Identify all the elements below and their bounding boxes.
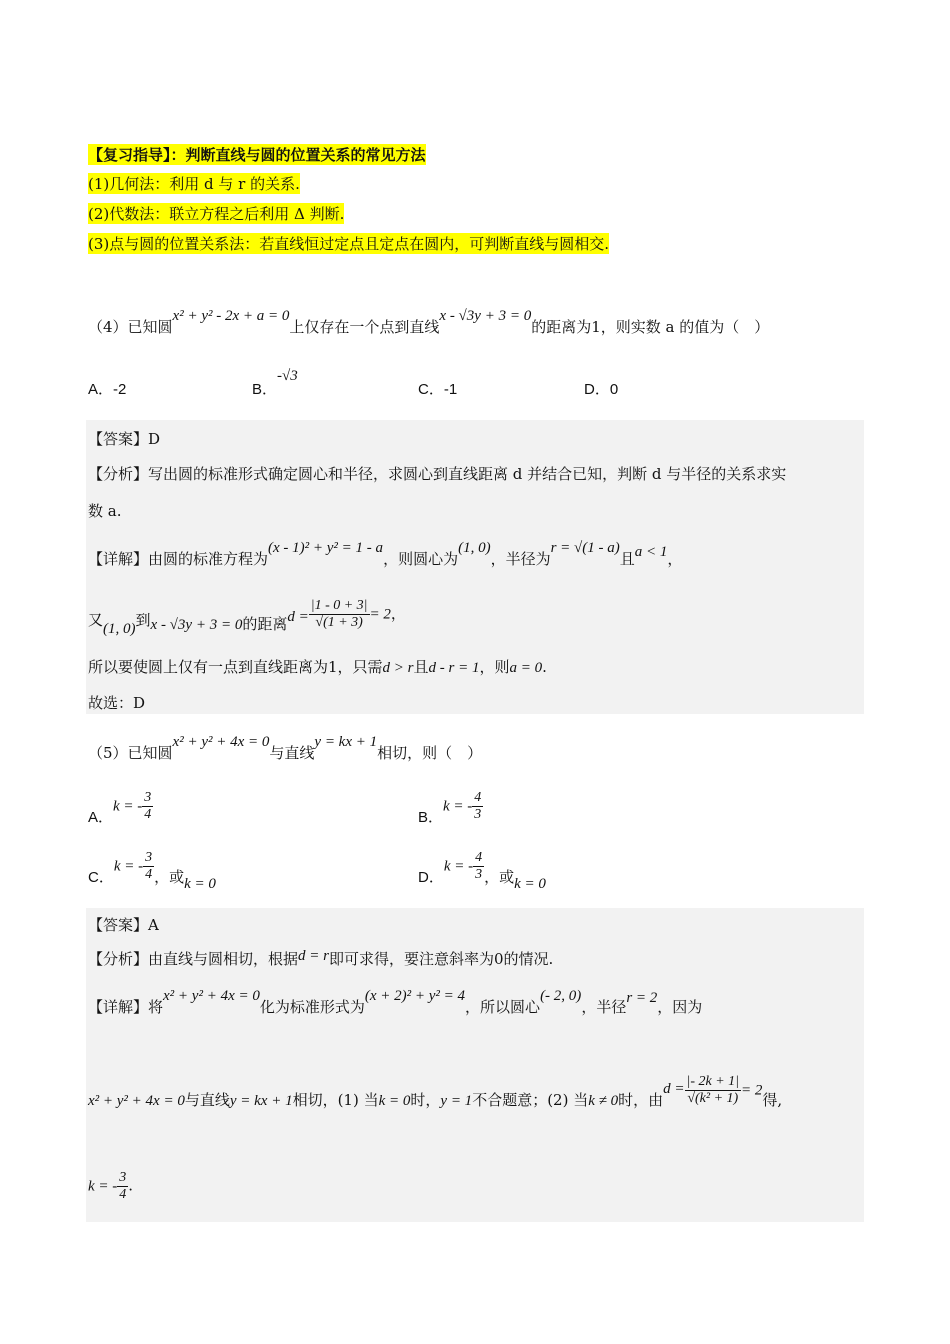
q5-option-b: B．k = - $\frac{4}{3}$ (418, 790, 482, 827)
q5-option-a: A．k = - $\frac{3}{4}$ (88, 790, 152, 827)
q5-detail-line-1: 【详解】将x² + y² + 4x = 0化为标准形式为(x + 2)² + y² = 4，所以圆心(- 2, 0)，半径r = 2，因为 (88, 988, 703, 1016)
q4-option-b: B．-√3 (252, 368, 298, 398)
q5-detail-line-3: k = - $\frac{3}{4}$ . (88, 1170, 134, 1202)
q4-answer: 【答案】D (88, 430, 161, 448)
q4-detail-line-3: 所以要使圆上仅有一点到直线距离为1，只需d > r且d - r = 1，则a = 0. (88, 658, 547, 676)
q4-analysis-2: 数 a. (88, 502, 122, 520)
q4-option-a: A．-2 (88, 381, 127, 398)
q5-detail-line-2: x² + y² + 4x = 0与直线y = kx + 1相切，(1) 当k = 0时，y = 1不合题意；(2) 当k ≠ 0时，由d = $\frac{|- 2k + 1|}{\text{√(k² + 1)}}$ = 2得, (88, 1074, 783, 1109)
q5-option-c: C．k = - $\frac{3}{4}$ ，或k = 0 (88, 850, 216, 893)
q4-detail-line-1: 【详解】由圆的标准方程为(x - 1)² + y² = 1 - a，则圆心为(1, 0)，半径为r = √(1 - a)且a < 1， (88, 540, 683, 568)
review-line-2: (2)代数法：联立方程之后利用 Δ 判断. (88, 205, 345, 223)
review-line-3: (3)点与圆的位置关系法：若直线恒过定点且定点在圆内，可判断直线与圆相交. (88, 235, 610, 253)
q4-choice: 故选：D (88, 694, 146, 712)
q4-option-d: D．0 (584, 381, 619, 398)
q5-distance-fraction: $\frac{|- 2k + 1|}{\text{√(k² + 1)}}$ (686, 1074, 740, 1106)
q4-detail-line-2: 又(1, 0)到x - √3y + 3 = 0的距离d = $\frac{|1 - 0 + 3|}{√(1 + 3)}$ = 2， (88, 598, 406, 637)
q5-stem: （5）已知圆x² + y² + 4x = 0与直线y = kx + 1相切，则（ ） (88, 734, 483, 762)
q5-answer: 【答案】A (88, 916, 159, 934)
review-line-1: (1)几何法：利用 d 与 r 的关系. (88, 175, 300, 193)
q5-analysis: 【分析】由直线与圆相切，根据d = r即可求得，要注意斜率为0的情况. (88, 948, 554, 968)
review-title: 【复习指导】：判断直线与圆的位置关系的常见方法 (88, 146, 426, 164)
q4-option-c: C．-1 (418, 381, 458, 398)
q4-distance-fraction: $\frac{|1 - 0 + 3|}{√(1 + 3)}$ (310, 598, 368, 630)
q4-analysis-1: 【分析】写出圆的标准形式确定圆心和半径，求圆心到直线距离 d 并结合已知，判断 d 与半径的关系求实 (88, 465, 787, 483)
q5-option-d: D．k = - $\frac{4}{3}$ ，或k = 0 (418, 850, 546, 893)
q4-stem: （4）已知圆x² + y² - 2x + a = 0上仅存在一个点到直线x - √3y + 3 = 0的距离为1，则实数 a 的值为（ ） (88, 308, 770, 336)
